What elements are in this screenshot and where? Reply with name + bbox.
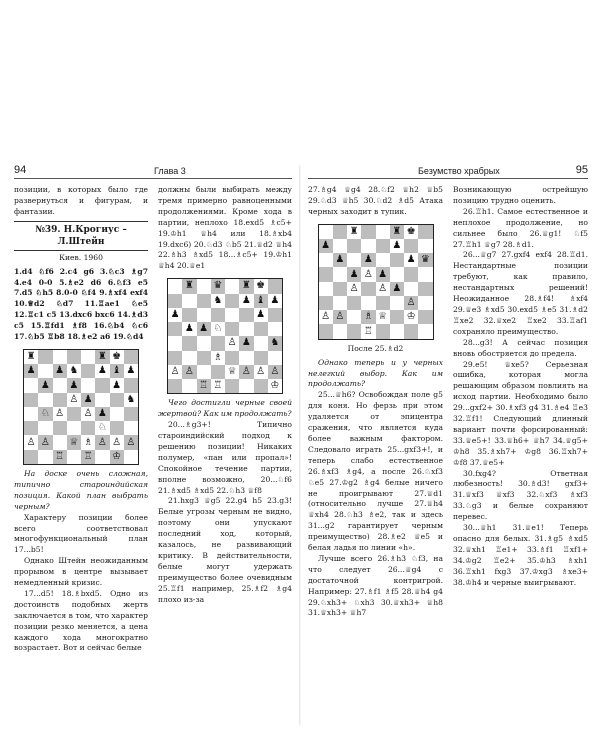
board-square <box>53 350 67 364</box>
board-square <box>347 310 361 324</box>
left-column-1 <box>14 185 148 733</box>
chess-piece-square: ♟ <box>361 253 375 267</box>
paragraph: 29.e5! ♕xe5? Серьезная ошибка, которая могла решающим образом повлиять на исход партии. Необходимо было 29...gxf2+ 30.♗xf3 g4 31.♗e4 ♖e3 32.♖f1! Следующий длинный вариант почти форсированный: 33.♕e5+! 33.♕h6+ ♕h7 34.♕g5+ ♔h8 35.♗xh7+ ♔g8 36.♖xh7+ ♔f8 37.♕e5+ <box>453 359 588 467</box>
board-square <box>376 225 390 239</box>
paragraph: Лучше всего 26.♗h3 ♘f3, на что следует 26...♕g4 с достаточной контригрой. Например: 27.♗f1 ♗f5 28.♕h4 g4 29.♘xh3+ ♘xh3 30.♕xh3+ ♕h8 31.♕xh3+ ♕h7 <box>308 553 443 618</box>
board-square <box>361 282 375 296</box>
board-square <box>254 322 268 336</box>
board-square <box>53 393 67 407</box>
board-square <box>319 296 333 310</box>
board-square <box>197 308 211 322</box>
intro-paragraph: позиции, в которых было где развернуться и фигурам, и фантазии. <box>14 185 148 216</box>
chess-piece-square: ♙ <box>376 282 390 296</box>
chess-piece-square: ♟ <box>254 308 268 322</box>
chess-piece-square: ♟ <box>53 364 67 378</box>
chess-piece-square: ♟ <box>376 267 390 281</box>
chess-piece-square: ♘ <box>211 322 225 336</box>
board-square <box>333 239 347 253</box>
board-square <box>268 279 282 293</box>
board-square <box>211 365 225 379</box>
page-number-right: 95 <box>575 164 588 176</box>
chess-piece-square: ♛ <box>418 253 432 267</box>
board-square <box>53 421 67 435</box>
chess-piece-square: ♕ <box>225 365 239 379</box>
board-square <box>418 225 432 239</box>
chess-piece-square: ♙ <box>319 310 333 324</box>
board-square <box>197 279 211 293</box>
chess-piece-square: ♙ <box>81 407 95 421</box>
chess-piece-square: ♛ <box>211 279 225 293</box>
chess-diagram-right-1 <box>318 224 434 340</box>
chess-piece-square: ♟ <box>95 364 109 378</box>
board-square <box>418 239 432 253</box>
board-square <box>168 322 182 336</box>
board-square <box>95 378 109 392</box>
board-square <box>319 282 333 296</box>
chess-piece-square: ♙ <box>38 435 52 449</box>
running-title: Безумство храбрых <box>418 166 500 176</box>
chess-piece-square: ♙ <box>254 365 268 379</box>
chess-piece-square: ♟ <box>239 294 253 308</box>
board-square <box>418 296 432 310</box>
right-column-1 <box>308 185 443 733</box>
board-square <box>168 379 182 393</box>
chess-piece-square: ♙ <box>124 435 138 449</box>
chess-piece-square: ♝ <box>254 294 268 308</box>
board-square <box>95 393 109 407</box>
board-square <box>361 296 375 310</box>
paragraph: 28...g3! А сейчас позиция вновь обостряется до предела. <box>453 337 588 358</box>
board-square <box>225 294 239 308</box>
chess-piece-square: ♚ <box>404 225 418 239</box>
board-square <box>418 267 432 281</box>
chess-piece-square: ♜ <box>95 350 109 364</box>
chess-diagram-left-1 <box>23 349 139 465</box>
board-square <box>333 225 347 239</box>
paragraph: Характеру позиции более всего соответствовал многофункциональный план 17...b5! <box>14 512 148 555</box>
board-square <box>268 308 282 322</box>
board-square <box>319 225 333 239</box>
chess-piece-square: ♟ <box>124 364 138 378</box>
chess-piece-square: ♙ <box>347 282 361 296</box>
board-square <box>197 351 211 365</box>
board-square <box>124 350 138 364</box>
board-square <box>81 378 95 392</box>
chess-piece-square: ♟ <box>182 322 196 336</box>
board-square <box>182 336 196 350</box>
chess-piece-square: ♗ <box>361 310 375 324</box>
chess-piece-square: ♙ <box>24 435 38 449</box>
board-square <box>53 378 67 392</box>
chess-piece-square: ♟ <box>197 322 211 336</box>
board-square <box>404 267 418 281</box>
chess-piece-square: ♟ <box>390 239 404 253</box>
chess-piece-square: ♟ <box>110 378 124 392</box>
board-square <box>124 421 138 435</box>
board-square <box>319 253 333 267</box>
chess-piece-square: ♟ <box>333 253 347 267</box>
chess-piece-square: ♗ <box>211 351 225 365</box>
paragraph: 21.hxg3 ♕g5 22.g4 h5 23.g3! Белые угрозы черным не видно, поэтому они упускают последний ход, который, казалось, не развивающий критику. В действительности, белые могут удержать преимущество более очевидным 25.♖f1 например, 25.♗f2 ♗g4 плохо из-за <box>158 496 292 604</box>
board-square <box>347 253 361 267</box>
chess-piece-square: ♚ <box>110 350 124 364</box>
board-square <box>268 322 282 336</box>
chess-piece-square: ♟ <box>390 282 404 296</box>
board-square <box>319 324 333 338</box>
right-column-2 <box>453 185 588 733</box>
diagram-caption: После 25.♗d2 <box>347 343 404 353</box>
paragraph: 30.fxg4? Ответная любезность! 30.♗d3! gxf3+ 31.♕xf3 ♕xf3 32.♘xf3 ♗xf3 33.♘g3 и белые сохраняют перевес. <box>453 468 588 522</box>
left-columns <box>14 185 292 733</box>
board-square <box>390 267 404 281</box>
board-square <box>225 279 239 293</box>
board-square <box>347 239 361 253</box>
chess-piece-square: ♙ <box>404 296 418 310</box>
chess-piece-square: ♟ <box>268 294 282 308</box>
board-square <box>319 267 333 281</box>
diagram-question: На доске очень сложная, типично староиндийская позиция. Какой план выбрать черным? <box>14 468 148 511</box>
chess-piece-square: ♜ <box>239 279 253 293</box>
chess-piece-square: ♟ <box>168 308 182 322</box>
board-square <box>168 279 182 293</box>
chess-piece-square: ♗ <box>81 435 95 449</box>
paragraph: 26...♕g7 27.gxf4 exf4 28.♖d1. Нестандартные позиции требуют, как правило, нестандартных решений! Неожиданное 28.♗f4! ♗xf4 29.♕e3 ♗xd5 30.exd5 ♗e5 31.♗d2 ♖xe2 32.♕xe2 ♖xe2 33.♖af1 сохраняло преимущество. <box>453 250 588 336</box>
board-square <box>376 324 390 338</box>
chess-piece-square: ♖ <box>361 324 375 338</box>
board-square <box>404 282 418 296</box>
chess-piece-square: ♝ <box>110 364 124 378</box>
paragraph: Возникающую острейшую позицию трудно оценить. <box>453 185 588 205</box>
board-square <box>347 296 361 310</box>
board-square <box>124 378 138 392</box>
chess-piece-square: ♘ <box>38 407 52 421</box>
board-square <box>225 379 239 393</box>
chess-piece-square: ♖ <box>53 450 67 464</box>
chess-piece-square: ♟ <box>67 378 81 392</box>
game-moves: 1.d4 ♘f6 2.c4 g6 3.♘c3 ♗g7 4.e4 0-0 5.♗e2 d6 6.♘f3 e5 7.d5 ♘h5 8.0-0 ♘f4 9.♗xf4 exf4 10.♕d2 ♘d7 11.♖ae1 ♘e5 12.♖c1 c5 13.dxc6 bxc6 14.♗d3 c5 15.♖fd1 ♗f8 16.♘b4 ♘c6 17.♘b5 ♖b8 18.♗e2 a6 19.♘d4 <box>14 266 148 342</box>
chess-piece-square: ♙ <box>95 435 109 449</box>
chess-diagram-left-2 <box>167 278 283 394</box>
chess-piece-square: ♜ <box>390 225 404 239</box>
board-square <box>38 364 52 378</box>
board-square <box>110 421 124 435</box>
page-gutter <box>299 165 301 725</box>
board-square <box>110 393 124 407</box>
paragraph: 27.♗g4 ♕g4 28.♘f2 ♕h2 ♕b5 29.♘d3 ♕h5 30.♘d2 ♗d5 Атака черных заходит в тупик. <box>308 185 443 216</box>
board-square <box>24 378 38 392</box>
chess-piece-square: ♘ <box>95 421 109 435</box>
board-square <box>254 351 268 365</box>
chess-piece-square: ♖ <box>81 450 95 464</box>
board-square <box>197 365 211 379</box>
chess-piece-square: ♚ <box>254 279 268 293</box>
chess-piece-square: ♙ <box>361 267 375 281</box>
chess-piece-square: ♔ <box>268 379 282 393</box>
chess-piece-square: ♕ <box>67 435 81 449</box>
chess-piece-square: ♟ <box>347 267 361 281</box>
board-square <box>182 308 196 322</box>
board-square <box>225 308 239 322</box>
chess-piece-square: ♙ <box>239 365 253 379</box>
chess-piece-square: ♙ <box>182 365 196 379</box>
chess-piece-square: ♟ <box>38 378 52 392</box>
board-square <box>418 282 432 296</box>
chess-piece-square: ♞ <box>211 294 225 308</box>
chess-piece-square: ♜ <box>24 350 38 364</box>
board-square <box>38 421 52 435</box>
chess-piece-square: ♙ <box>268 365 282 379</box>
board-square <box>333 324 347 338</box>
board-square <box>225 351 239 365</box>
board-square <box>361 239 375 253</box>
chess-piece-square: ♙ <box>53 407 67 421</box>
paragraph: должны были выбирать между тремя примерно равноценными продолжениями. Кроме хода в партии, неплохо 18.exd5 ♗c5+ 19.♔h1 ♕h4 или 18.♗xb4 19.dxc6) 20.♘d3 ♘b5 21.♕d2 ♕h4 22.♗h3 ♗xd5 18...♗c5+ 19.♔h1 ♕h4 20.♕e1 <box>158 185 292 271</box>
board-square <box>38 350 52 364</box>
chess-piece-square: ♙ <box>168 365 182 379</box>
board-square <box>254 379 268 393</box>
board-square <box>211 308 225 322</box>
paragraph: 17...d5! 18.♗bxd5. Одно из достоинств подобных жертв заключается в том, что характер позиции резко меняется, а цена каждого хода многократно возрастает. Вот и сейчас белые <box>14 588 148 653</box>
board-square <box>67 407 81 421</box>
board-square <box>182 294 196 308</box>
page-number-left: 94 <box>14 164 27 176</box>
chess-piece-square: ♞ <box>67 364 81 378</box>
diagram-question: Однако теперь и у черных нелегкий выбор. Как им продолжать? <box>308 357 443 389</box>
chess-piece-square: ♔ <box>404 310 418 324</box>
board-square <box>81 350 95 364</box>
board-square <box>239 351 253 365</box>
paragraph: 25...♕h6? Освобождая поле g5 для коня. Но ферзь при этом удаляется от эпицентра сражения, что является куда более важным фактором. Следовало играть 25...gxf3+!, и теперь слабо естественное 26.♗xf3 ♗g4, а после 26.♘xf3 ♘e5 27.♔g2 ♗g4 белые ничего не проигрывают 27.♕d1 (относительно лучше 27.♕h4 ♕xh4 28.♘h3 ♗e2, так и здесь 31...g2 гарантирует черным преимущество) 28.♗e2 ♕e5 и белая ладья по линии «h». <box>308 390 443 553</box>
board-square <box>168 351 182 365</box>
board-square <box>333 267 347 281</box>
chess-piece-square: ♙ <box>333 310 347 324</box>
chess-piece-square: ♜ <box>182 279 196 293</box>
chess-piece-square: ♟ <box>319 239 333 253</box>
board-square <box>24 407 38 421</box>
chess-piece-square: ♙ <box>67 393 81 407</box>
board-square <box>81 364 95 378</box>
paragraph: 26.♖h1. Самое естественное и неплохое продолжение, но сильнее было 26.♕g1! ♘f5 27.♖h1 ♕g7 28.♗d1. <box>453 206 588 249</box>
chess-piece-square: ♕ <box>376 310 390 324</box>
paragraph: 20...♗g3+! Типично староиндийский подход к решению позиции! Никаких полумер, «пан или пропал»! Спокойное течение партии, вполне возможно, 20...♘f6 21.♗xd5 ♗xd5 22.♘h3 ♕f8 <box>158 420 292 495</box>
right-page <box>308 163 588 733</box>
board-square <box>124 450 138 464</box>
board-square <box>376 296 390 310</box>
chess-piece-square: ♖ <box>197 379 211 393</box>
board-square <box>347 324 361 338</box>
paragraph: Однако Штейн неожиданным прорывом в центре вызывает немедленный кризис. <box>14 556 148 588</box>
board-square <box>390 253 404 267</box>
board-square <box>24 393 38 407</box>
board-square <box>81 421 95 435</box>
left-running-head <box>14 163 292 179</box>
board-square <box>404 324 418 338</box>
board-square <box>197 294 211 308</box>
board-square <box>24 450 38 464</box>
left-column-2 <box>158 185 292 733</box>
chess-piece-square: ♖ <box>211 379 225 393</box>
board-square <box>225 322 239 336</box>
board-square <box>404 239 418 253</box>
chess-piece-square: ♜ <box>347 225 361 239</box>
board-square <box>390 310 404 324</box>
paragraph: 30...♕h1 31.♕e1! Теперь опасно для белых. 31.♗g5 ♗xd5 32.♕xh1 ♖e1+ 33.♗f1 ♖xf1+ 34.♔g2 ♖e2+ 35.♔h3 ♗xh1 36.♖xh1 fxg3 37.♔xg3 ♗xe3+ 38.♔h4 и черные выигрывают. <box>453 523 588 587</box>
board-square <box>182 379 196 393</box>
chapter-title: Глава 3 <box>154 166 186 176</box>
board-square <box>110 407 124 421</box>
board-square <box>211 336 225 350</box>
board-square <box>182 351 196 365</box>
board-square <box>390 324 404 338</box>
board-square <box>239 322 253 336</box>
board-square <box>197 336 211 350</box>
board-square <box>168 336 182 350</box>
board-square <box>67 450 81 464</box>
board-square <box>418 310 432 324</box>
game-title: №39. Н.Крогиус – Л.Штейн <box>14 221 148 251</box>
chess-piece-square: ♟ <box>24 364 38 378</box>
board-square <box>254 336 268 350</box>
game-place: Киев. 1960 <box>59 252 103 262</box>
board-square <box>333 282 347 296</box>
board-square <box>53 435 67 449</box>
board-square <box>333 296 347 310</box>
chess-piece-square: ♟ <box>95 407 109 421</box>
chess-piece-square: ♟ <box>239 336 253 350</box>
board-square <box>376 253 390 267</box>
board-square <box>376 239 390 253</box>
board-square <box>239 308 253 322</box>
board-square <box>124 407 138 421</box>
board-square <box>168 294 182 308</box>
chess-piece-square: ♟ <box>81 393 95 407</box>
chess-piece-square: ♙ <box>110 435 124 449</box>
chess-piece-square: ♔ <box>110 450 124 464</box>
chess-piece-square: ♙ <box>225 336 239 350</box>
board-square <box>38 393 52 407</box>
board-square <box>95 450 109 464</box>
board-square <box>24 421 38 435</box>
right-running-head <box>308 163 588 179</box>
board-square <box>418 324 432 338</box>
diagram-question: Чего достигли черные своей жертвой? Как им продолжать? <box>158 398 292 419</box>
board-square <box>361 225 375 239</box>
board-square <box>38 450 52 464</box>
board-square <box>390 296 404 310</box>
board-square <box>67 421 81 435</box>
chess-piece-square: ♟ <box>404 253 418 267</box>
board-square <box>239 379 253 393</box>
right-columns <box>308 185 588 733</box>
left-page <box>14 163 292 733</box>
chess-piece-square: ♞ <box>124 393 138 407</box>
board-square <box>67 350 81 364</box>
chess-piece-square: ♞ <box>268 336 282 350</box>
board-square <box>268 351 282 365</box>
